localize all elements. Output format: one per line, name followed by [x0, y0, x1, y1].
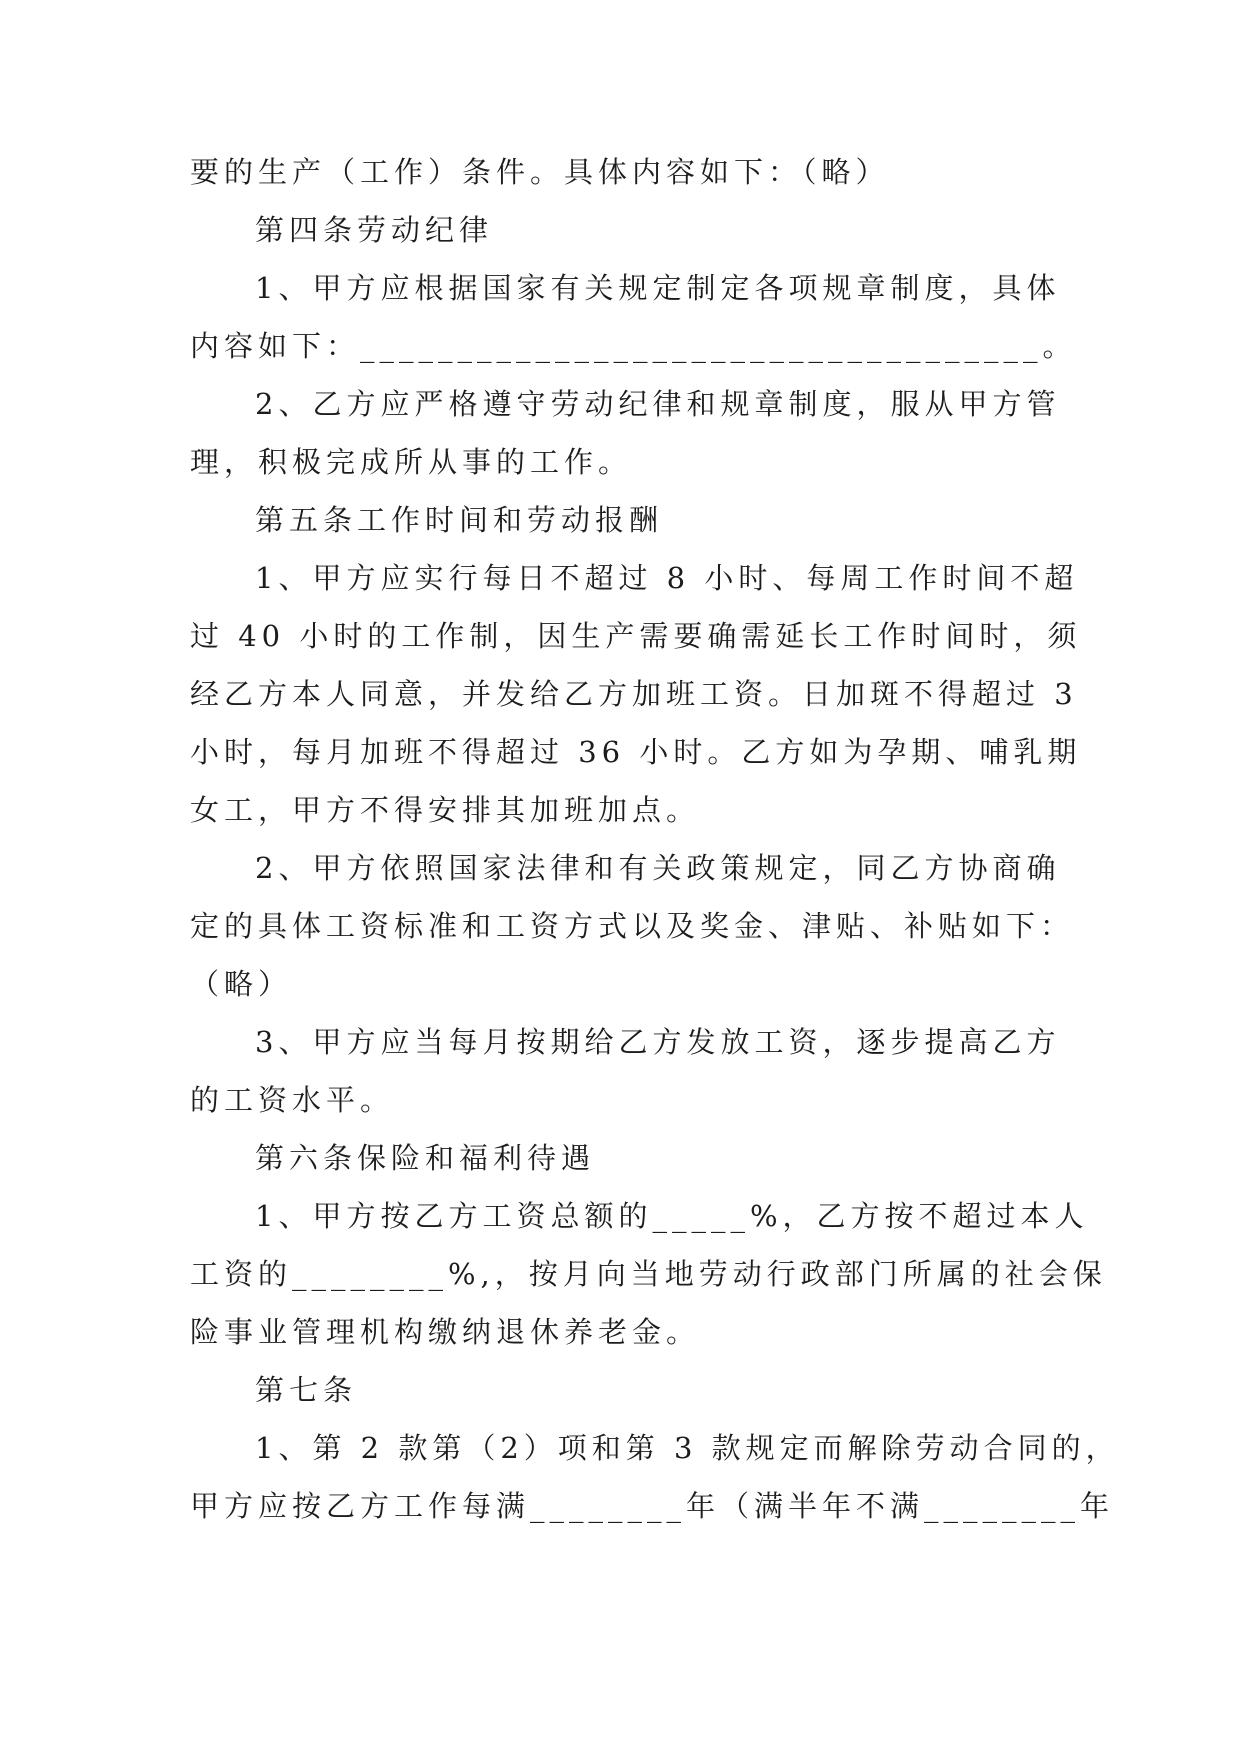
text-line-12: 女工，甲方不得安排其加班加点。: [190, 793, 701, 827]
text-line-15: （略）: [190, 967, 293, 1001]
text-line-8: 1、甲方应实行每日不超过 8 小时、每周工作时间不超: [255, 561, 1079, 595]
text-line-3: 1、甲方应根据国家有关规定制定各项规章制度，具体: [255, 271, 1061, 305]
text-line-21: 险事业管理机构缴纳退休养老金。: [190, 1315, 701, 1349]
article-4-heading: 第四条劳动纪律: [255, 213, 494, 247]
text-line-17: 的工资水平。: [190, 1083, 395, 1117]
text-line-6: 理，积极完成所从事的工作。: [190, 445, 633, 479]
text-line-1: 要的生产（工作）条件。具体内容如下：（略）: [190, 155, 890, 189]
text-line-24: 甲方应按乙方工作每满________年（满半年不满________年: [190, 1489, 1115, 1523]
article-6-heading: 第六条保险和福利待遇: [255, 1141, 596, 1175]
text-line-23: 1、第 2 款第（2）项和第 3 款规定而解除劳动合同的，: [255, 1431, 1120, 1465]
article-7-heading: 第七条: [255, 1373, 358, 1407]
text-line-13: 2、甲方依照国家法律和有关政策规定，同乙方协商确: [255, 851, 1061, 885]
article-5-heading: 第五条工作时间和劳动报酬: [255, 503, 664, 537]
text-line-10: 经乙方本人同意，并发给乙方加班工资。日加斑不得超过 3: [190, 677, 1078, 711]
text-line-11: 小时，每月加班不得超过 36 小时。乙方如为孕期、哺乳期: [190, 735, 1082, 769]
text-line-9: 过 40 小时的工作制，因生产需要确需延长工作时间时，须: [190, 619, 1082, 653]
text-line-16: 3、甲方应当每月按期给乙方发放工资，逐步提高乙方: [255, 1025, 1061, 1059]
text-line-19: 1、甲方按乙方工资总额的_____%，乙方按不超过本人: [255, 1199, 1089, 1233]
text-line-14: 定的具体工资标准和工资方式以及奖金、津贴、补贴如下：: [190, 909, 1075, 943]
text-line-4: 内容如下：___________________________________。: [190, 329, 1077, 363]
text-line-5: 2、乙方应严格遵守劳动纪律和规章制度，服从甲方管: [255, 387, 1061, 421]
text-line-20: 工资的________%,，按月向当地劳动行政部门所属的社会保: [190, 1257, 1107, 1291]
